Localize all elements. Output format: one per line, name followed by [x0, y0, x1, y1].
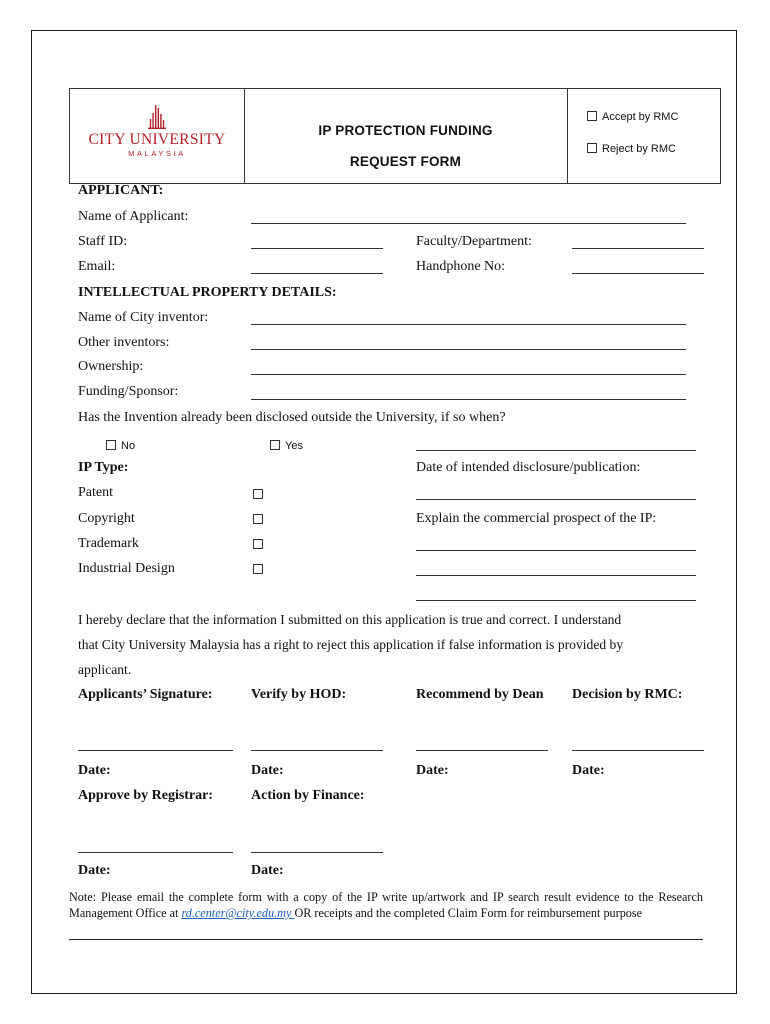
- reject-checkbox[interactable]: [587, 143, 597, 153]
- note-text-before: Note: Please email the complete form with a copy of the IP write up/artwork and IP search result evidence to the Research Management Office at: [69, 890, 703, 920]
- rmc-label: Decision by RMC:: [572, 687, 683, 702]
- ownership-label: Ownership:: [78, 359, 144, 374]
- trademark-checkbox[interactable]: [253, 539, 263, 549]
- faculty-field[interactable]: [572, 248, 704, 249]
- declaration-line-2: that City University Malaysia has a right to reject this application if false information is provided by: [78, 637, 624, 652]
- note-paragraph: [69, 889, 703, 921]
- reject-option[interactable]: [587, 143, 676, 155]
- handphone-label: Handphone No:: [416, 259, 506, 274]
- copyright-checkbox[interactable]: [253, 514, 263, 524]
- email-label: Email:: [78, 259, 116, 274]
- commercial-prospect-field-3[interactable]: [416, 600, 696, 601]
- faculty-label: Faculty/Department:: [416, 234, 532, 249]
- industrial-design-checkbox[interactable]: [253, 564, 263, 574]
- applicant-signature-field[interactable]: [78, 750, 233, 751]
- patent-checkbox[interactable]: [253, 489, 263, 499]
- rmc-status-cell: [567, 89, 721, 183]
- declaration-line-3: applicant.: [78, 662, 132, 677]
- yes-label: Yes: [285, 440, 303, 452]
- note-text-after: OR receipts and the completed Claim Form for reimbursement purpose: [294, 906, 643, 920]
- dean-label: Recommend by Dean: [416, 687, 544, 702]
- hod-label: Verify by HOD:: [251, 687, 347, 702]
- accept-option[interactable]: [587, 111, 678, 123]
- form-title-line2: REQUEST FORM: [349, 154, 462, 169]
- trademark-label: Trademark: [78, 536, 139, 551]
- other-inventors-field[interactable]: [251, 349, 686, 350]
- intended-disclosure-field[interactable]: [416, 499, 696, 500]
- logo-cell: [70, 89, 245, 183]
- industrial-design-label: Industrial Design: [78, 561, 175, 576]
- commercial-prospect-label: Explain the commercial prospect of the IP:: [416, 511, 657, 526]
- disclosed-question: Has the Invention already been disclosed outside the University, if so when?: [78, 410, 506, 425]
- hod-date-label: Date:: [251, 763, 284, 778]
- intended-disclosure-label: Date of intended disclosure/publication:: [416, 460, 641, 475]
- other-inventors-label: Other inventors:: [78, 335, 170, 350]
- no-checkbox[interactable]: [106, 440, 116, 450]
- funding-field[interactable]: [251, 399, 686, 400]
- patent-label: Patent: [78, 485, 113, 500]
- applicant-date-label: Date:: [78, 763, 111, 778]
- yes-checkbox[interactable]: [270, 440, 280, 450]
- commercial-prospect-field-1[interactable]: [416, 550, 696, 551]
- registrar-signature-field[interactable]: [78, 852, 233, 853]
- registrar-label: Approve by Registrar:: [78, 788, 214, 803]
- hod-signature-field[interactable]: [251, 750, 383, 751]
- logo-university-name: CITY UNIVERSITY: [88, 131, 226, 148]
- email-link[interactable]: rd.center@city.edu.my: [181, 906, 295, 920]
- staff-id-label: Staff ID:: [78, 234, 128, 249]
- accept-checkbox[interactable]: [587, 111, 597, 121]
- rmc-signature-field[interactable]: [572, 750, 704, 751]
- city-inventor-field[interactable]: [251, 324, 686, 325]
- name-of-applicant-field[interactable]: [251, 223, 686, 224]
- declaration-line-1: I hereby declare that the information I submitted on this application is true and correct. I understand: [78, 612, 622, 627]
- dean-date-label: Date:: [416, 763, 449, 778]
- ownership-field[interactable]: [251, 374, 686, 375]
- funding-label: Funding/Sponsor:: [78, 384, 179, 399]
- name-of-applicant-label: Name of Applicant:: [78, 209, 189, 224]
- registrar-date-label: Date:: [78, 863, 111, 878]
- applicant-heading: APPLICANT:: [78, 183, 164, 198]
- handphone-field[interactable]: [572, 273, 704, 274]
- university-logo-icon: [148, 105, 166, 129]
- no-label: No: [121, 440, 136, 452]
- dean-signature-field[interactable]: [416, 750, 548, 751]
- staff-id-field[interactable]: [251, 248, 383, 249]
- form-title-line1: IP PROTECTION FUNDING: [318, 123, 493, 138]
- accept-label: Accept by RMC: [602, 111, 679, 123]
- yes-option[interactable]: [270, 440, 303, 452]
- reject-label: Reject by RMC: [602, 143, 676, 155]
- finance-signature-field[interactable]: [251, 852, 383, 853]
- copyright-label: Copyright: [78, 511, 135, 526]
- finance-date-label: Date:: [251, 863, 284, 878]
- city-inventor-label: Name of City inventor:: [78, 310, 209, 325]
- commercial-prospect-field-2[interactable]: [416, 575, 696, 576]
- note-underline: [69, 939, 703, 940]
- finance-label: Action by Finance:: [251, 788, 365, 803]
- applicant-signature-label: Applicants’ Signature:: [78, 687, 213, 702]
- header-table: [69, 88, 721, 184]
- rmc-date-label: Date:: [572, 763, 605, 778]
- logo-country: MALAYSIA: [128, 149, 186, 158]
- ip-type-heading: IP Type:: [78, 460, 129, 475]
- no-option[interactable]: [106, 440, 135, 452]
- disclosure-date-field[interactable]: [416, 450, 696, 451]
- email-field[interactable]: [251, 273, 383, 274]
- ip-details-heading: INTELLECTUAL PROPERTY DETAILS:: [78, 285, 337, 300]
